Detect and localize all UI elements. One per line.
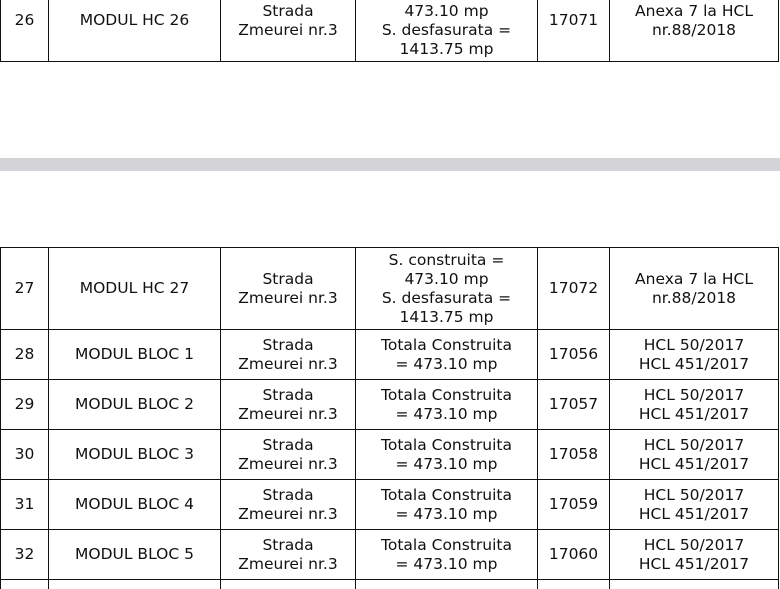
asset-address bbox=[221, 530, 356, 580]
legal-reference bbox=[610, 480, 779, 530]
row-number: 27 bbox=[1, 248, 49, 330]
legal-reference bbox=[610, 430, 779, 480]
table-row bbox=[1, 248, 779, 330]
asset-address bbox=[221, 248, 356, 330]
address-line: Zmeurei nr.3 bbox=[238, 20, 338, 39]
document-page-top bbox=[0, 0, 780, 158]
inventory-code: 17056 bbox=[538, 330, 610, 380]
asset-area bbox=[356, 330, 538, 380]
inventory-table-fragment bbox=[0, 0, 779, 62]
row-number: 30 bbox=[1, 430, 49, 480]
address-line: Zmeurei nr.3 bbox=[238, 354, 338, 373]
legal-reference bbox=[610, 580, 779, 589]
address-line: Strada bbox=[262, 435, 314, 454]
address-line: Zmeurei nr.3 bbox=[238, 288, 338, 307]
address-line: Zmeurei nr.3 bbox=[238, 454, 338, 473]
asset-name bbox=[49, 580, 221, 589]
reference-line: nr.88/2018 bbox=[651, 288, 737, 307]
table-row bbox=[1, 330, 779, 380]
area-line: 473.10 mp bbox=[404, 269, 489, 288]
asset-name: MODUL BLOC 2 bbox=[49, 380, 221, 430]
legal-reference bbox=[610, 0, 779, 62]
area-line: = 473.10 mp bbox=[395, 354, 498, 373]
reference-line: Anexa 7 la HCL bbox=[635, 1, 753, 20]
asset-area bbox=[356, 0, 538, 62]
row-number: 26 bbox=[1, 0, 49, 62]
reference-line: HCL 50/2017 bbox=[643, 435, 745, 454]
area-line: Totala Construita bbox=[381, 435, 512, 454]
asset-name: MODUL BLOC 1 bbox=[49, 330, 221, 380]
area-line: 1413.75 mp bbox=[399, 39, 494, 58]
asset-address bbox=[221, 0, 356, 62]
address-line: Strada bbox=[262, 535, 314, 554]
area-line: 473.10 mp bbox=[404, 1, 489, 20]
asset-address bbox=[221, 380, 356, 430]
reference-line: HCL 50/2017 bbox=[643, 335, 745, 354]
reference-line: HCL 451/2017 bbox=[638, 404, 750, 423]
asset-area bbox=[356, 480, 538, 530]
address-line: Strada bbox=[262, 385, 314, 404]
table-row bbox=[1, 380, 779, 430]
area-line: Totala Construita bbox=[381, 535, 512, 554]
area-line: S. construita = bbox=[388, 250, 505, 269]
asset-area bbox=[356, 530, 538, 580]
reference-line: HCL 451/2017 bbox=[638, 354, 750, 373]
reference-line: Anexa 7 la HCL bbox=[635, 269, 753, 288]
asset-name: MODUL BLOC 4 bbox=[49, 480, 221, 530]
reference-line: HCL 451/2017 bbox=[638, 554, 750, 573]
asset-name: MODUL BLOC 5 bbox=[49, 530, 221, 580]
inventory-code: 17059 bbox=[538, 480, 610, 530]
asset-address bbox=[221, 430, 356, 480]
address-line: Strada bbox=[262, 269, 314, 288]
area-line: 1413.75 mp bbox=[399, 307, 494, 326]
area-line: = 473.10 mp bbox=[395, 404, 498, 423]
legal-reference bbox=[610, 248, 779, 330]
asset-area bbox=[356, 580, 538, 589]
row-number: 29 bbox=[1, 380, 49, 430]
address-line: Strada bbox=[262, 1, 314, 20]
area-line: Totala Construita bbox=[381, 335, 512, 354]
reference-line: HCL 50/2017 bbox=[643, 535, 745, 554]
area-line: S. desfasurata = bbox=[381, 288, 512, 307]
address-line: Strada bbox=[262, 485, 314, 504]
asset-address bbox=[221, 580, 356, 589]
area-line: Totala Construita bbox=[381, 385, 512, 404]
inventory-code bbox=[538, 580, 610, 589]
address-line: Strada bbox=[262, 335, 314, 354]
area-line: S. desfasurata = bbox=[381, 20, 512, 39]
reference-line: HCL 451/2017 bbox=[638, 454, 750, 473]
asset-name: MODUL BLOC 3 bbox=[49, 430, 221, 480]
inventory-code: 17057 bbox=[538, 380, 610, 430]
inventory-code: 17071 bbox=[538, 0, 610, 62]
area-line: Totala Construita bbox=[381, 485, 512, 504]
inventory-code: 17058 bbox=[538, 430, 610, 480]
asset-area bbox=[356, 248, 538, 330]
table-row bbox=[1, 480, 779, 530]
table-row bbox=[1, 530, 779, 580]
legal-reference bbox=[610, 380, 779, 430]
page-separator bbox=[0, 158, 780, 171]
reference-line: nr.88/2018 bbox=[651, 20, 737, 39]
reference-line: HCL 451/2017 bbox=[638, 504, 750, 523]
row-number: 32 bbox=[1, 530, 49, 580]
table-row bbox=[1, 580, 779, 589]
area-line: = 473.10 mp bbox=[395, 454, 498, 473]
legal-reference bbox=[610, 330, 779, 380]
inventory-table bbox=[0, 247, 779, 589]
asset-area bbox=[356, 380, 538, 430]
table-row bbox=[1, 0, 779, 62]
area-line: = 473.10 mp bbox=[395, 554, 498, 573]
inventory-code: 17072 bbox=[538, 248, 610, 330]
asset-name: MODUL HC 26 bbox=[49, 0, 221, 62]
row-number: 31 bbox=[1, 480, 49, 530]
asset-area bbox=[356, 430, 538, 480]
asset-address bbox=[221, 480, 356, 530]
row-number bbox=[1, 580, 49, 589]
address-line: Zmeurei nr.3 bbox=[238, 554, 338, 573]
table-row bbox=[1, 430, 779, 480]
address-line: Zmeurei nr.3 bbox=[238, 504, 338, 523]
asset-name: MODUL HC 27 bbox=[49, 248, 221, 330]
asset-address bbox=[221, 330, 356, 380]
reference-line: HCL 50/2017 bbox=[643, 385, 745, 404]
inventory-code: 17060 bbox=[538, 530, 610, 580]
legal-reference bbox=[610, 530, 779, 580]
reference-line: HCL 50/2017 bbox=[643, 485, 745, 504]
address-line: Zmeurei nr.3 bbox=[238, 404, 338, 423]
row-number: 28 bbox=[1, 330, 49, 380]
area-line: = 473.10 mp bbox=[395, 504, 498, 523]
